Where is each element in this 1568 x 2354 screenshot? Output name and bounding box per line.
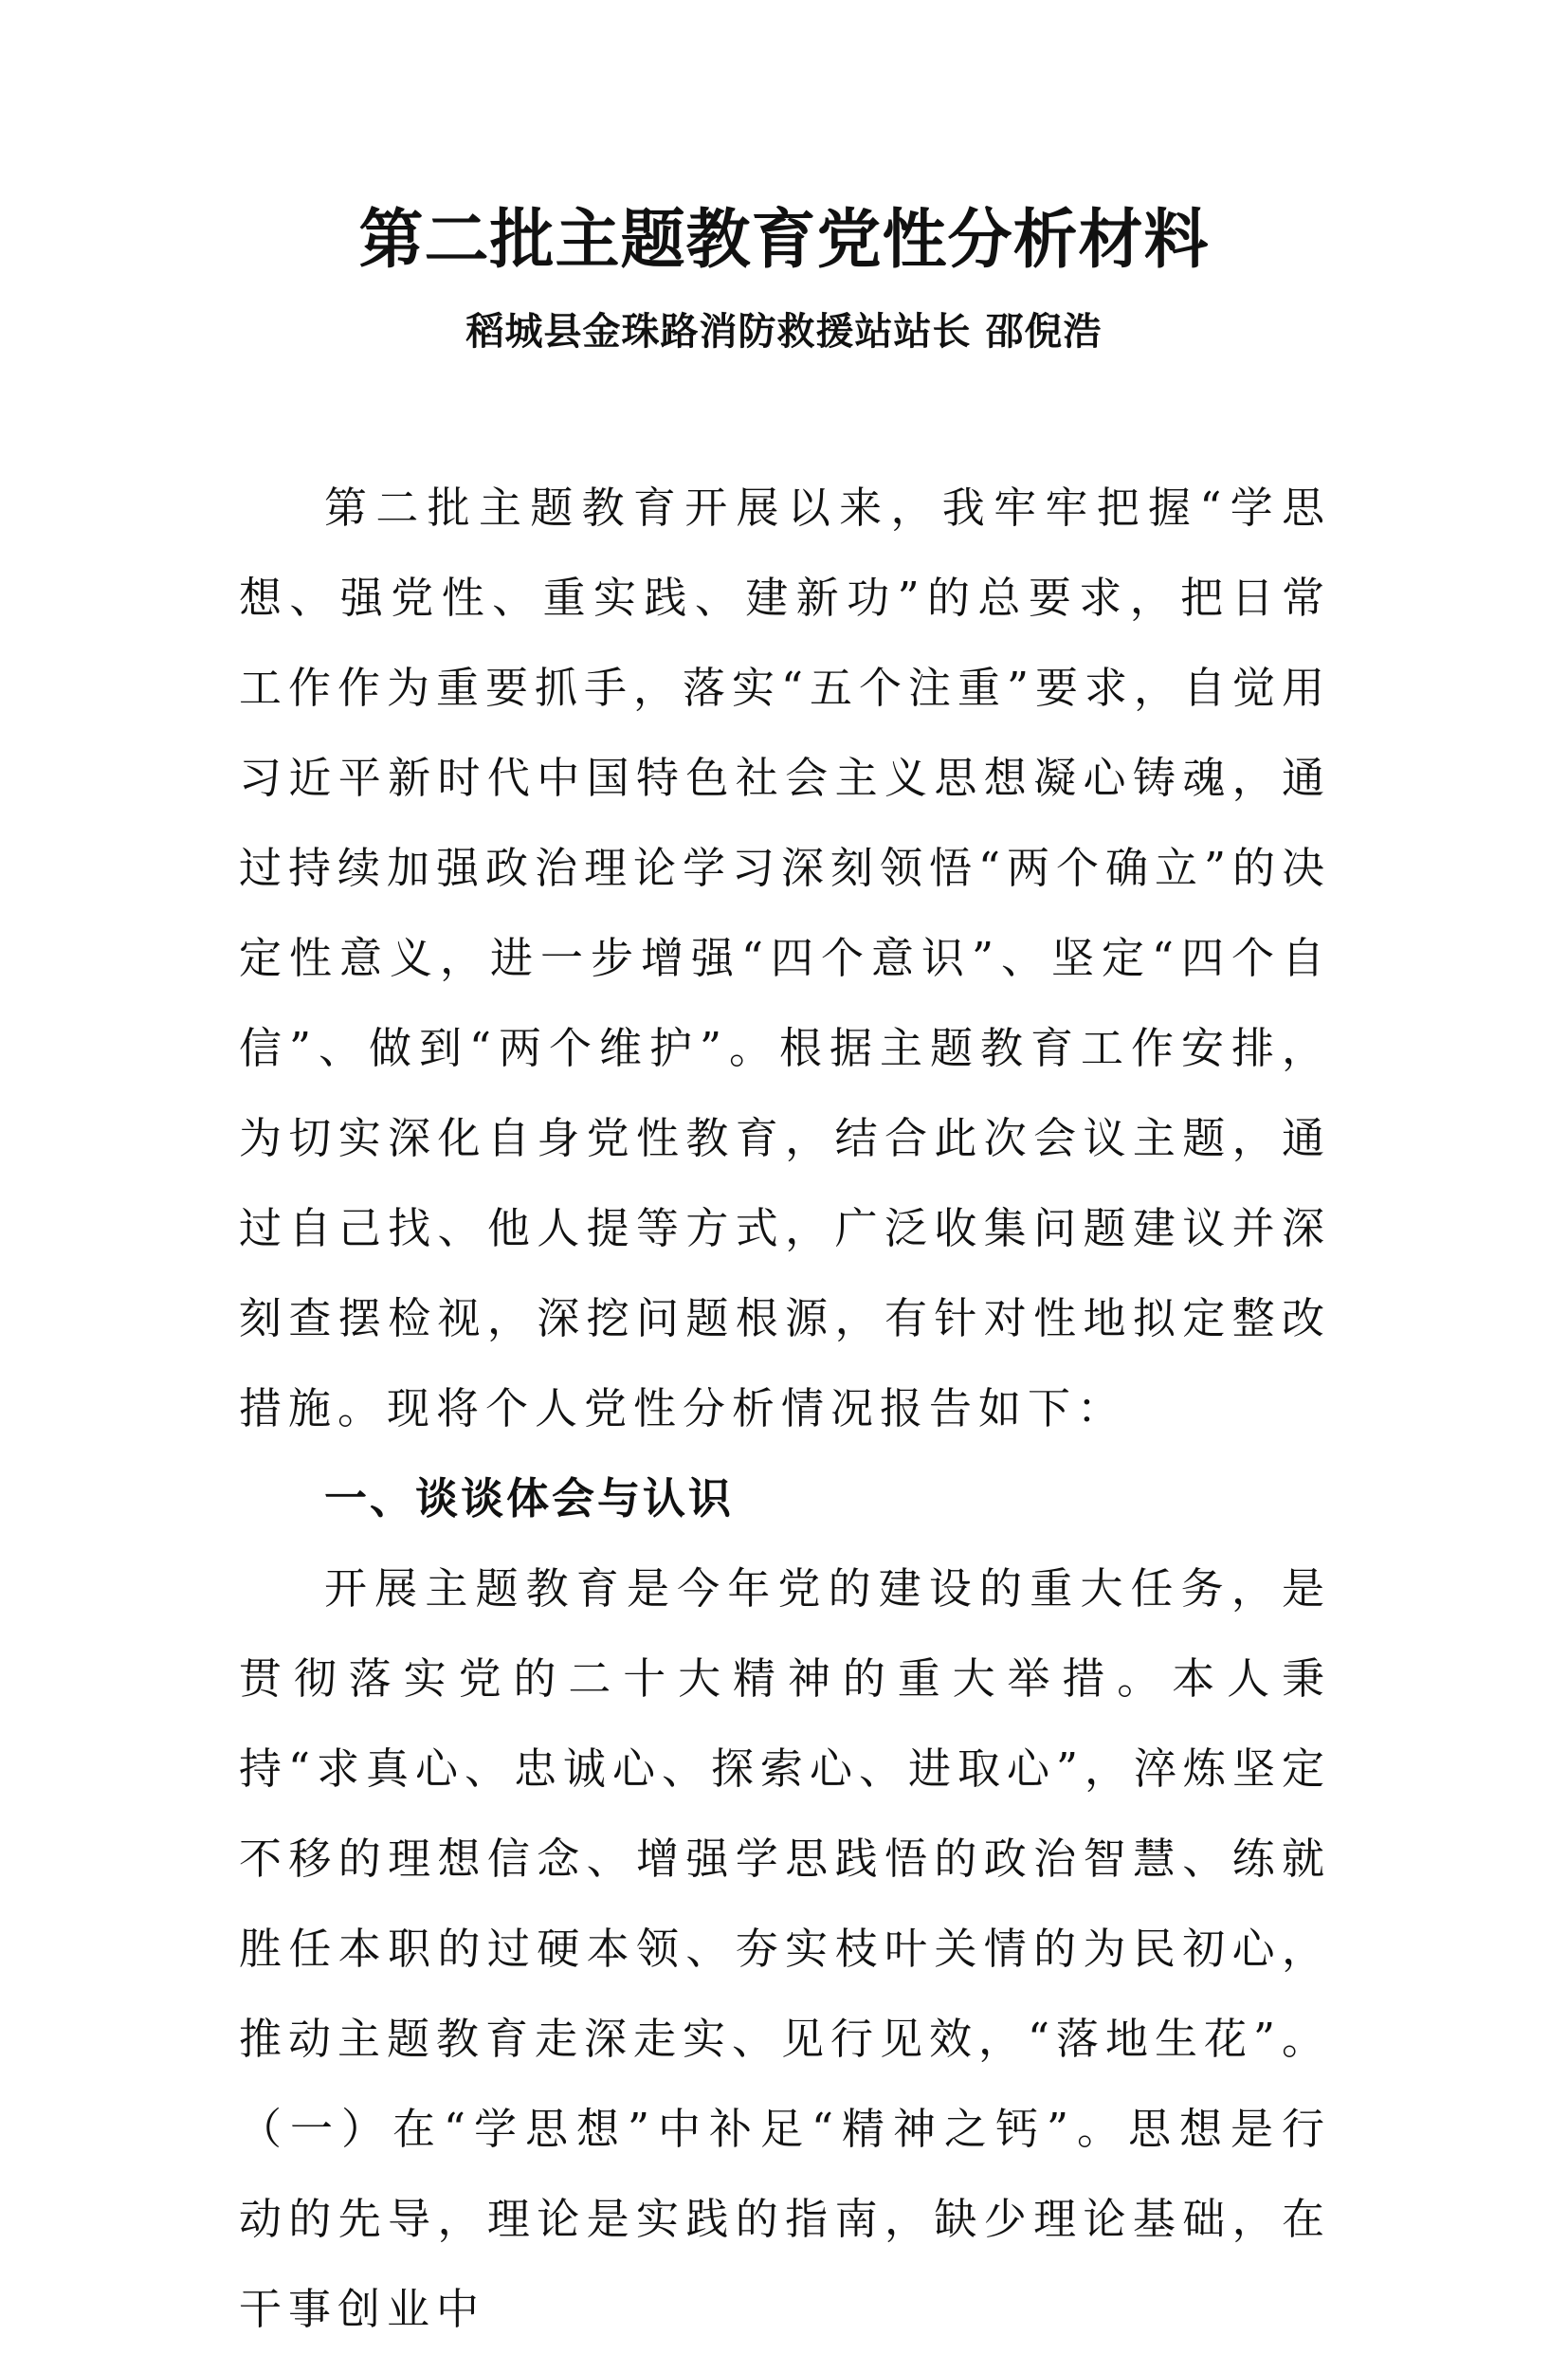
author-line: 稻城县金珠路消防救援站站长 邵倪浩	[465, 309, 1103, 354]
document-body	[239, 463, 1331, 2354]
intro-paragraph: 第二批主题教育开展以来，我牢牢把握“学思想、强党性、重实践、建新功”的总要求，把日常工作作为重要抓手，落实“五个注重”要求，自觉用习近平新时代中国特色社会主义思想凝心铸魂，通过持续加强政治理论学习深刻领悟“两个确立”的决定性意义，进一步增强“四个意识”、坚定“四个自信”、做到“两个维护”。根据主题教育工作安排，为切实深化自身党性教育，结合此次会议主题，通过自己找、他人提等方式，广泛收集问题建议并深刻查摆检视，深挖问题根源，有针对性地拟定整改措施。现将个人党性分析情况报告如下：	[239, 483, 1332, 1433]
document-title: 第二批主题教育党性分析材料	[358, 202, 1210, 278]
section-heading: 一、谈谈体会与认识	[324, 1473, 735, 1524]
section-paragraph: 开展主题教育是今年党的建设的重大任务，是贯彻落实党的二十大精神的重大举措。本人秉持“求真心、忠诚心、探索心、进取心”，淬炼坚定不移的理想信念、增强学思践悟的政治智慧、练就胜任本职的过硬本领、夯实枝叶关情的为民初心，推动主题教育走深走实、见行见效，“落地生花”。	[239, 1563, 1332, 2064]
subsection-paragraph: （一）在“学思想”中补足“精神之钙”。思想是行动的先导，理论是实践的指南，缺少理论基础，在干事创业中	[239, 2104, 1331, 2334]
